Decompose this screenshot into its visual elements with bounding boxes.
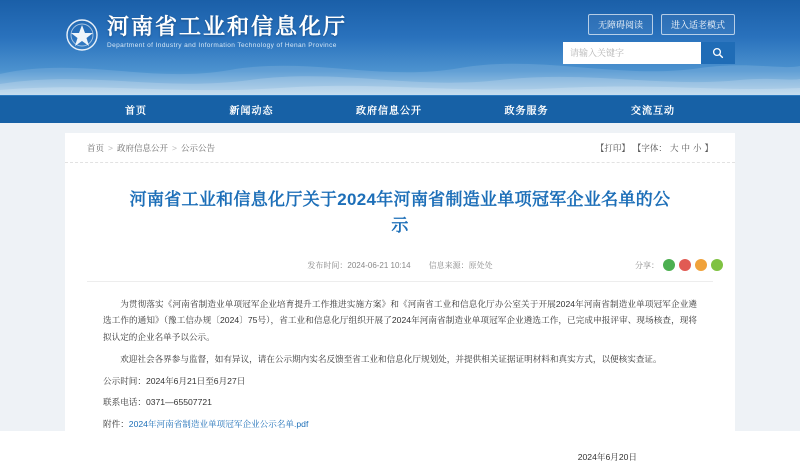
breadcrumb (87, 142, 215, 154)
search-icon (712, 47, 724, 59)
breadcrumb-item-gov-info[interactable]: 政府信息公开 (116, 143, 168, 153)
site-title: 河南省工业和信息化厅 (107, 14, 348, 39)
font-size-tail: 】 (704, 143, 713, 153)
article-paper (65, 133, 735, 476)
crumb-row (65, 133, 735, 163)
site-header (0, 0, 800, 95)
breadcrumb-separator: > (172, 143, 177, 153)
qq-icon[interactable] (695, 259, 707, 271)
nav-item-interaction[interactable]: 交流互动 (631, 106, 675, 117)
print-button[interactable]: 【打印】 (595, 143, 630, 153)
weibo-icon[interactable] (679, 259, 691, 271)
nav-item-news[interactable]: 新闻动态 (229, 106, 274, 117)
site-logo[interactable] (65, 16, 347, 52)
elder-mode-link[interactable]: 进入适老模式 (661, 14, 735, 35)
share-label: 分享： (635, 260, 659, 270)
site-subtitle: Department of Industry and Information Technology of Henan Province (107, 42, 337, 49)
wechat-icon[interactable] (663, 259, 675, 271)
share-group (635, 259, 723, 271)
header-inner (65, 0, 735, 95)
title-area (65, 163, 735, 240)
publish-time: 发布时间：2024-06-21 10:14 (307, 260, 411, 270)
content-area (0, 123, 800, 462)
font-size-large[interactable]: 大 (669, 143, 679, 153)
attachment-row (103, 416, 697, 433)
article-body (65, 282, 735, 466)
nav-item-gov-info[interactable]: 政府信息公开 (356, 106, 422, 117)
attachment-label: 附件： (103, 419, 129, 430)
signature-date: 2024年6月20日 (577, 451, 637, 462)
more-icon[interactable] (711, 259, 723, 271)
article-source: 信息来源：原处处 (428, 260, 493, 270)
main-nav (0, 95, 800, 123)
font-size-label: 【字体： (632, 143, 667, 153)
breadcrumb-item-home[interactable]: 首页 (87, 143, 105, 153)
search-input[interactable] (563, 42, 701, 64)
page-title: 河南省工业和信息化厅关于2024年河南省制造业单项冠军企业名单的公示 (129, 190, 671, 236)
article-paragraph: 为贯彻落实《河南省制造业单项冠军企业培育提升工作推进实施方案》和《河南省工业和信息化厅办公室关于开展2024年河南省制造业单项冠军企业遴选工作的通知》（豫工信办规〔2024〕75号），省工业和信息化厅组织开展了2024年河南省制造业单项冠军企业遴选工作，已完成申报评审、现场核查，现将拟认定的企业名单予以公示。 (103, 298, 697, 343)
accessibility-link[interactable]: 无障碍阅读 (588, 14, 653, 35)
attachment-link[interactable]: 2024年河南省制造业单项冠军企业公示名单.pdf (128, 419, 309, 430)
search-box[interactable] (563, 42, 735, 64)
article-meta (65, 260, 735, 271)
font-size-medium[interactable]: 中 (681, 143, 690, 153)
contact-phone: 联系电话：0371—65507721 (103, 397, 212, 408)
article-paragraph: 欢迎社会各界参与监督，如有异议，请在公示期内实名反馈至省工业和信息化厅规划处，并提供相关证据证明材料和真实方式，以便核实查证。 (120, 353, 662, 364)
nav-item-home[interactable]: 首页 (125, 106, 147, 117)
header-top-links (588, 14, 735, 35)
search-button[interactable] (701, 42, 735, 64)
font-size-small[interactable]: 小 (692, 143, 702, 153)
breadcrumb-item-current: 公示公告 (180, 143, 215, 153)
publicity-period: 公示时间：2024年6月21日至6月27日 (103, 375, 246, 386)
nav-item-services[interactable]: 政务服务 (504, 106, 549, 117)
breadcrumb-separator: > (108, 143, 113, 153)
article-tools (596, 142, 713, 154)
main-nav-inner (65, 102, 735, 117)
emblem-icon (65, 18, 99, 52)
